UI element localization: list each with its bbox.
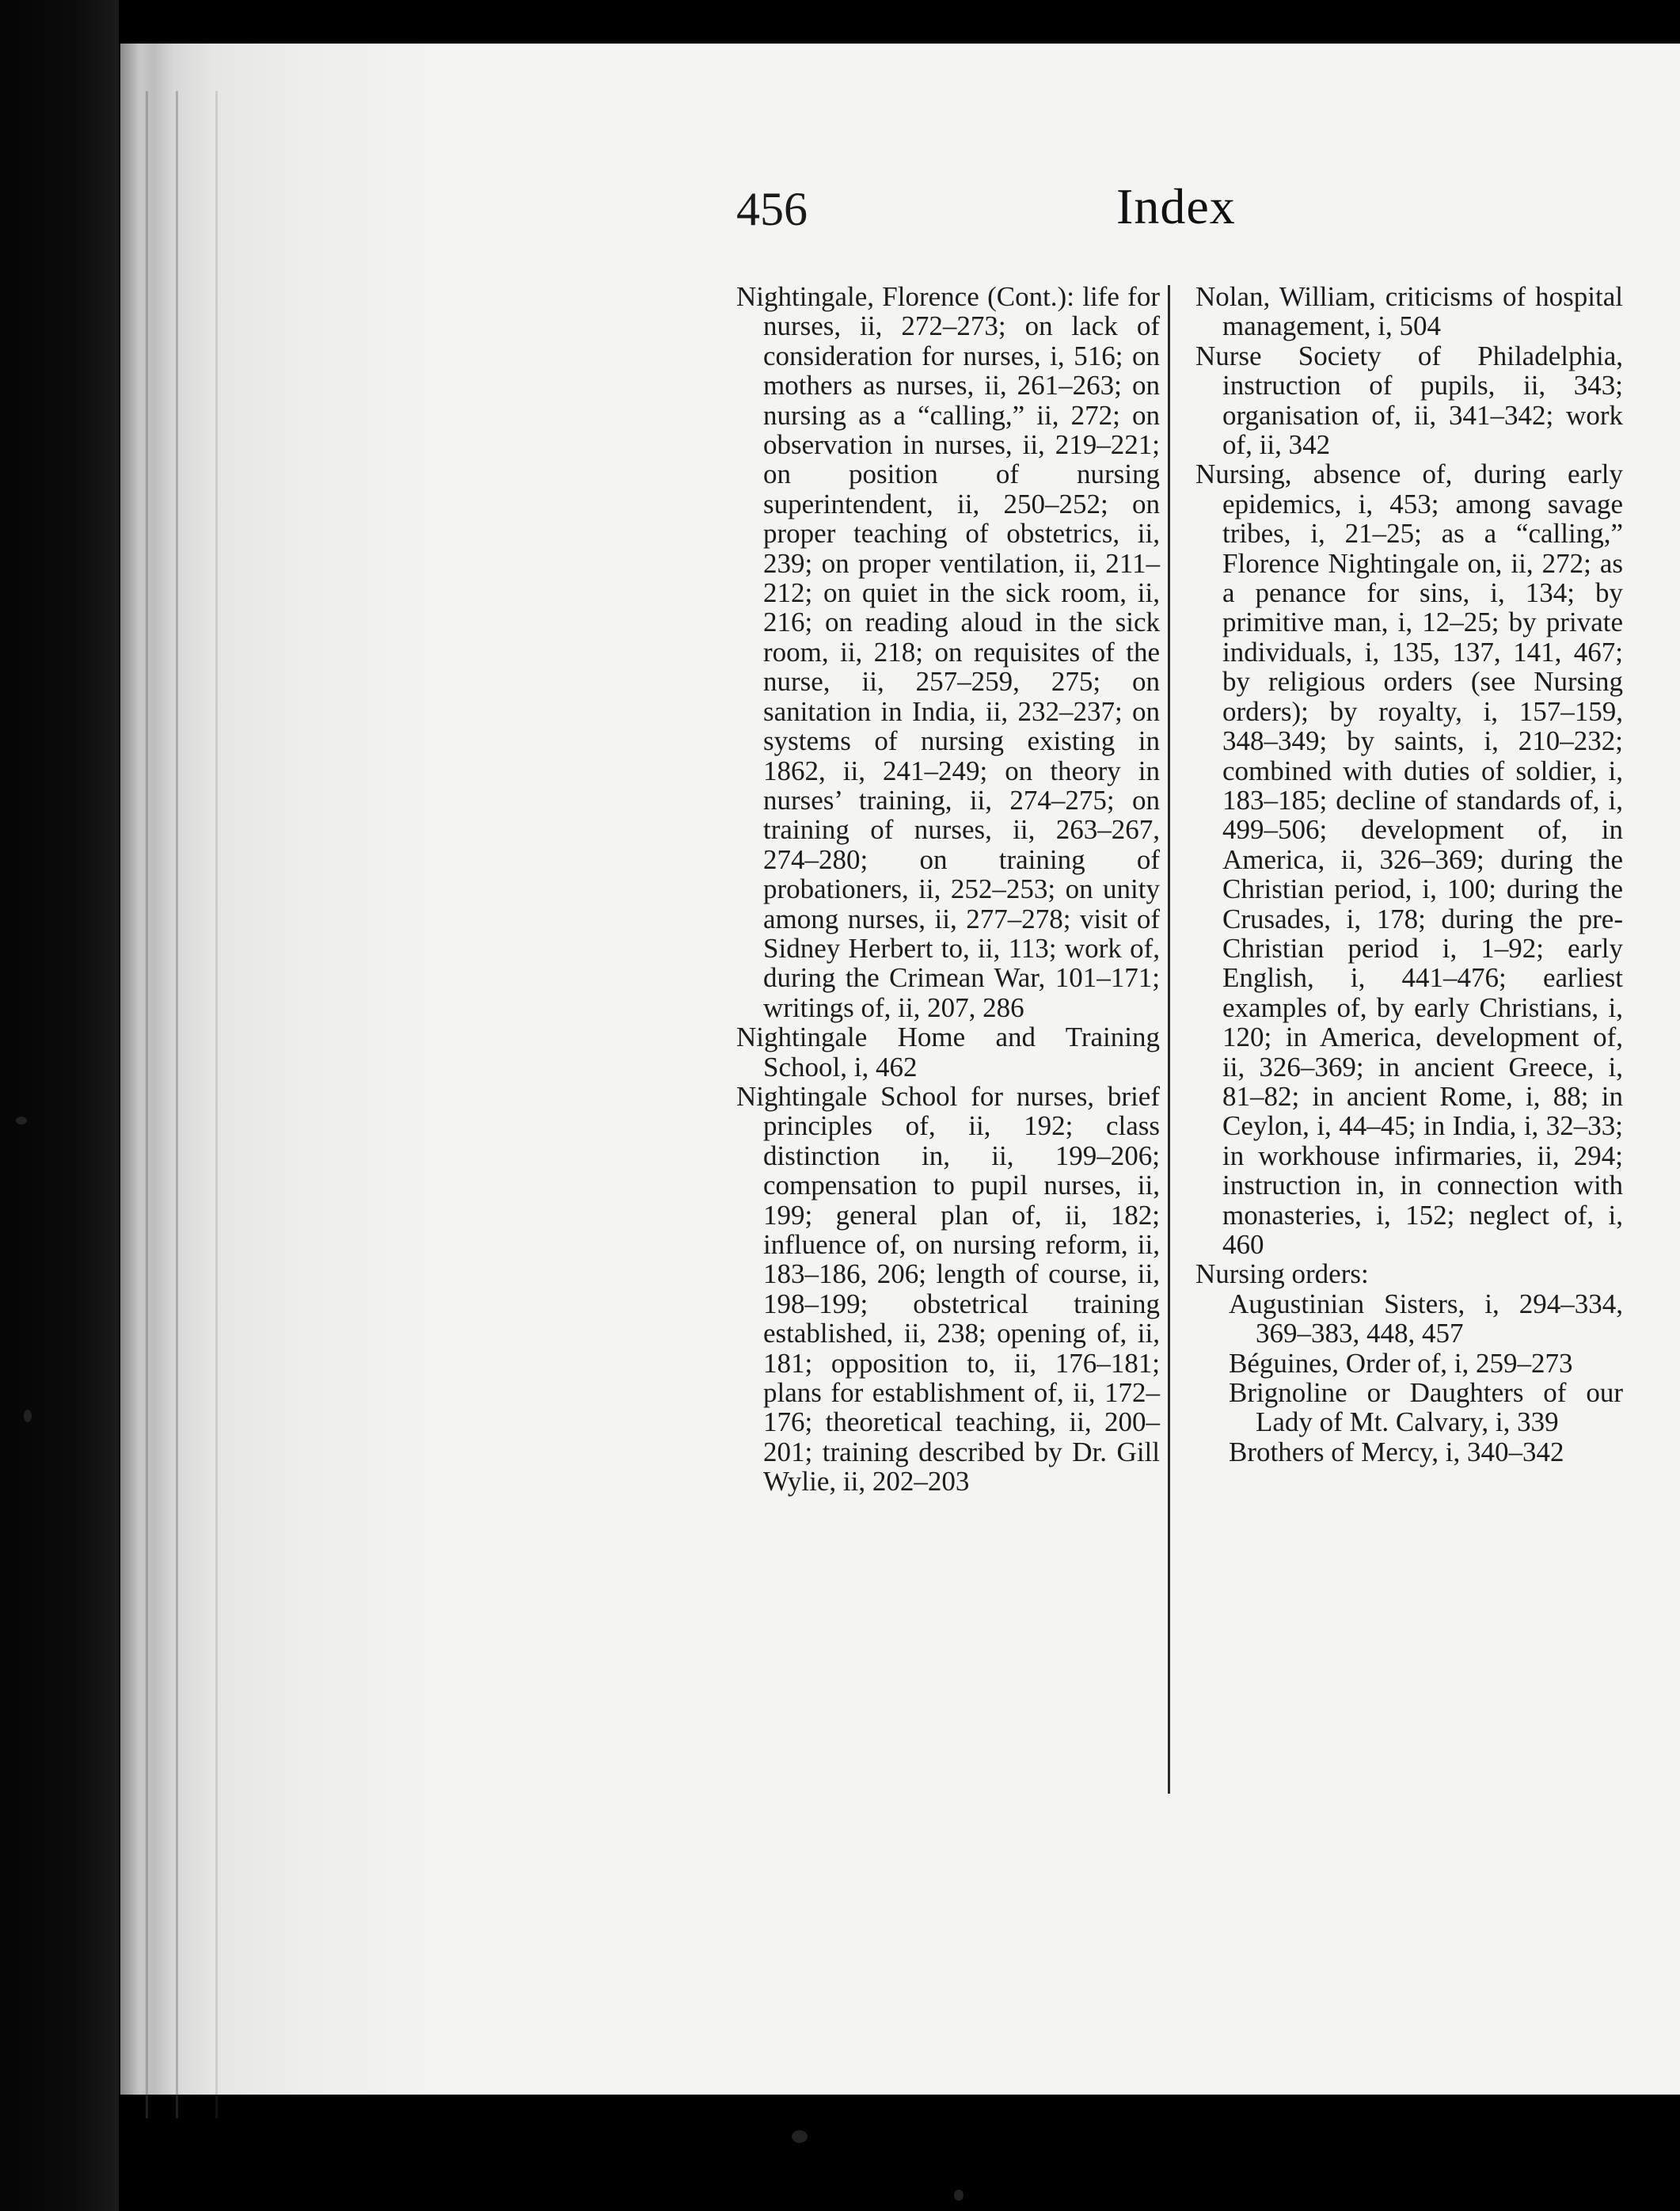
scan-speck xyxy=(954,2190,964,2201)
page-edge-line xyxy=(215,91,218,2118)
column-divider xyxy=(1168,285,1170,1794)
index-heading: Nursing orders: xyxy=(1195,1258,1369,1290)
index-entry: Nursing, absence of, during early epidemics, i, 453; among savage tribes, i, 21–25; as a “calling,” Florence Nightingale on, ii, 272; as a penance for sins, i, 134; by primitive man, i, 12–25; by private individuals, i, 135, 137, 141, 467; by religious orders (see Nursing orders); by royalty, i, 157–159, 348–349; by saints, i, 210–232; combined with duties of soldier, i, 183–185; decline of standards of, i, 499–506; development of, in America, ii, 326–369; during the Christian period, i, 100; during the Crusades, i, 178; during the pre-Christian period i, 1–92; early English, i, 441–476; earliest examples of, by early Christians, i, 120; in America, development of, ii, 326–369; in ancient Greece, i, 81–82; in ancient Rome, i, 88; in Ceylon, i, 44–45; in India, i, 32–33; in workhouse infirmaries, ii, 294; instruction in, in connection with monasteries, i, 152; neglect of, i, 460 xyxy=(1195,459,1623,1260)
index-entry: Nurse Society of Philadelphia, instruction of pupils, ii, 343; organisation of, ii, 341–342; work of, ii, 342 xyxy=(1195,340,1623,461)
index-subentry: Brothers of Mercy, i, 340–342 xyxy=(1229,1436,1564,1467)
scan-speck xyxy=(792,2130,808,2143)
scan-speck xyxy=(16,1117,27,1125)
scan-speck xyxy=(24,1410,32,1422)
page-title: Index xyxy=(1116,178,1236,234)
index-subentry: Augustinian Sisters, i, 294–334, 369–383, 448, 457 xyxy=(1229,1288,1623,1349)
page-edge-line xyxy=(146,91,148,2118)
page-stack-edge xyxy=(120,44,453,2095)
index-subentry: Béguines, Order of, i, 259–273 xyxy=(1229,1347,1573,1379)
index-entry: Nightingale Home and Training School, i, 462 xyxy=(736,1022,1160,1083)
index-entry: Nolan, William, criticisms of hospital management, i, 504 xyxy=(1195,281,1623,342)
page-edge-line xyxy=(176,91,178,2118)
index-column-right xyxy=(1195,282,1623,1467)
scan-background-left xyxy=(0,0,119,2211)
page-header xyxy=(736,178,1655,245)
index-column-left xyxy=(736,282,1160,1497)
index-entry: Nightingale School for nurses, brief principles of, ii, 192; class distinction in, ii, 199–206; compensation to pupil nurses, ii, 199; general plan of, ii, 182; influence of, on nursing reform, ii, 183–186, 206; length of course, ii, 198–199; obstetrical training established, ii, 238; opening of, ii, 181; opposition to, ii, 176–181; plans for establishment of, ii, 172–176; theoretical teaching, ii, 200–201; training described by Dr. Gill Wylie, ii, 202–203 xyxy=(736,1080,1160,1497)
index-subentry: Brignoline or Daughters of our Lady of Mt. Calvary, i, 339 xyxy=(1229,1377,1623,1438)
page-number: 456 xyxy=(736,183,808,235)
index-entry: Nightingale, Florence (Cont.): life for nurses, ii, 272–273; on lack of consideration for nurses, i, 516; on mothers as nurses, ii, 261–263; on nursing as a “calling,” ii, 272; on observation in nurses, ii, 219–221; on position of nursing superintendent, ii, 250–252; on proper teaching of obstetrics, ii, 239; on proper ventilation, ii, 211–212; on quiet in the sick room, ii, 216; on reading aloud in the sick room, ii, 218; on requisites of the nurse, ii, 257–259, 275; on sanitation in India, ii, 232–237; on systems of nursing existing in 1862, ii, 241–249; on theory in nurses’ training, ii, 274–275; on training of nurses, ii, 263–267, 274–280; on training of probationers, ii, 252–253; on unity among nurses, ii, 277–278; visit of Sidney Herbert to, ii, 113; work of, during the Crimean War, 101–171; writings of, ii, 207, 286 xyxy=(736,281,1160,1023)
